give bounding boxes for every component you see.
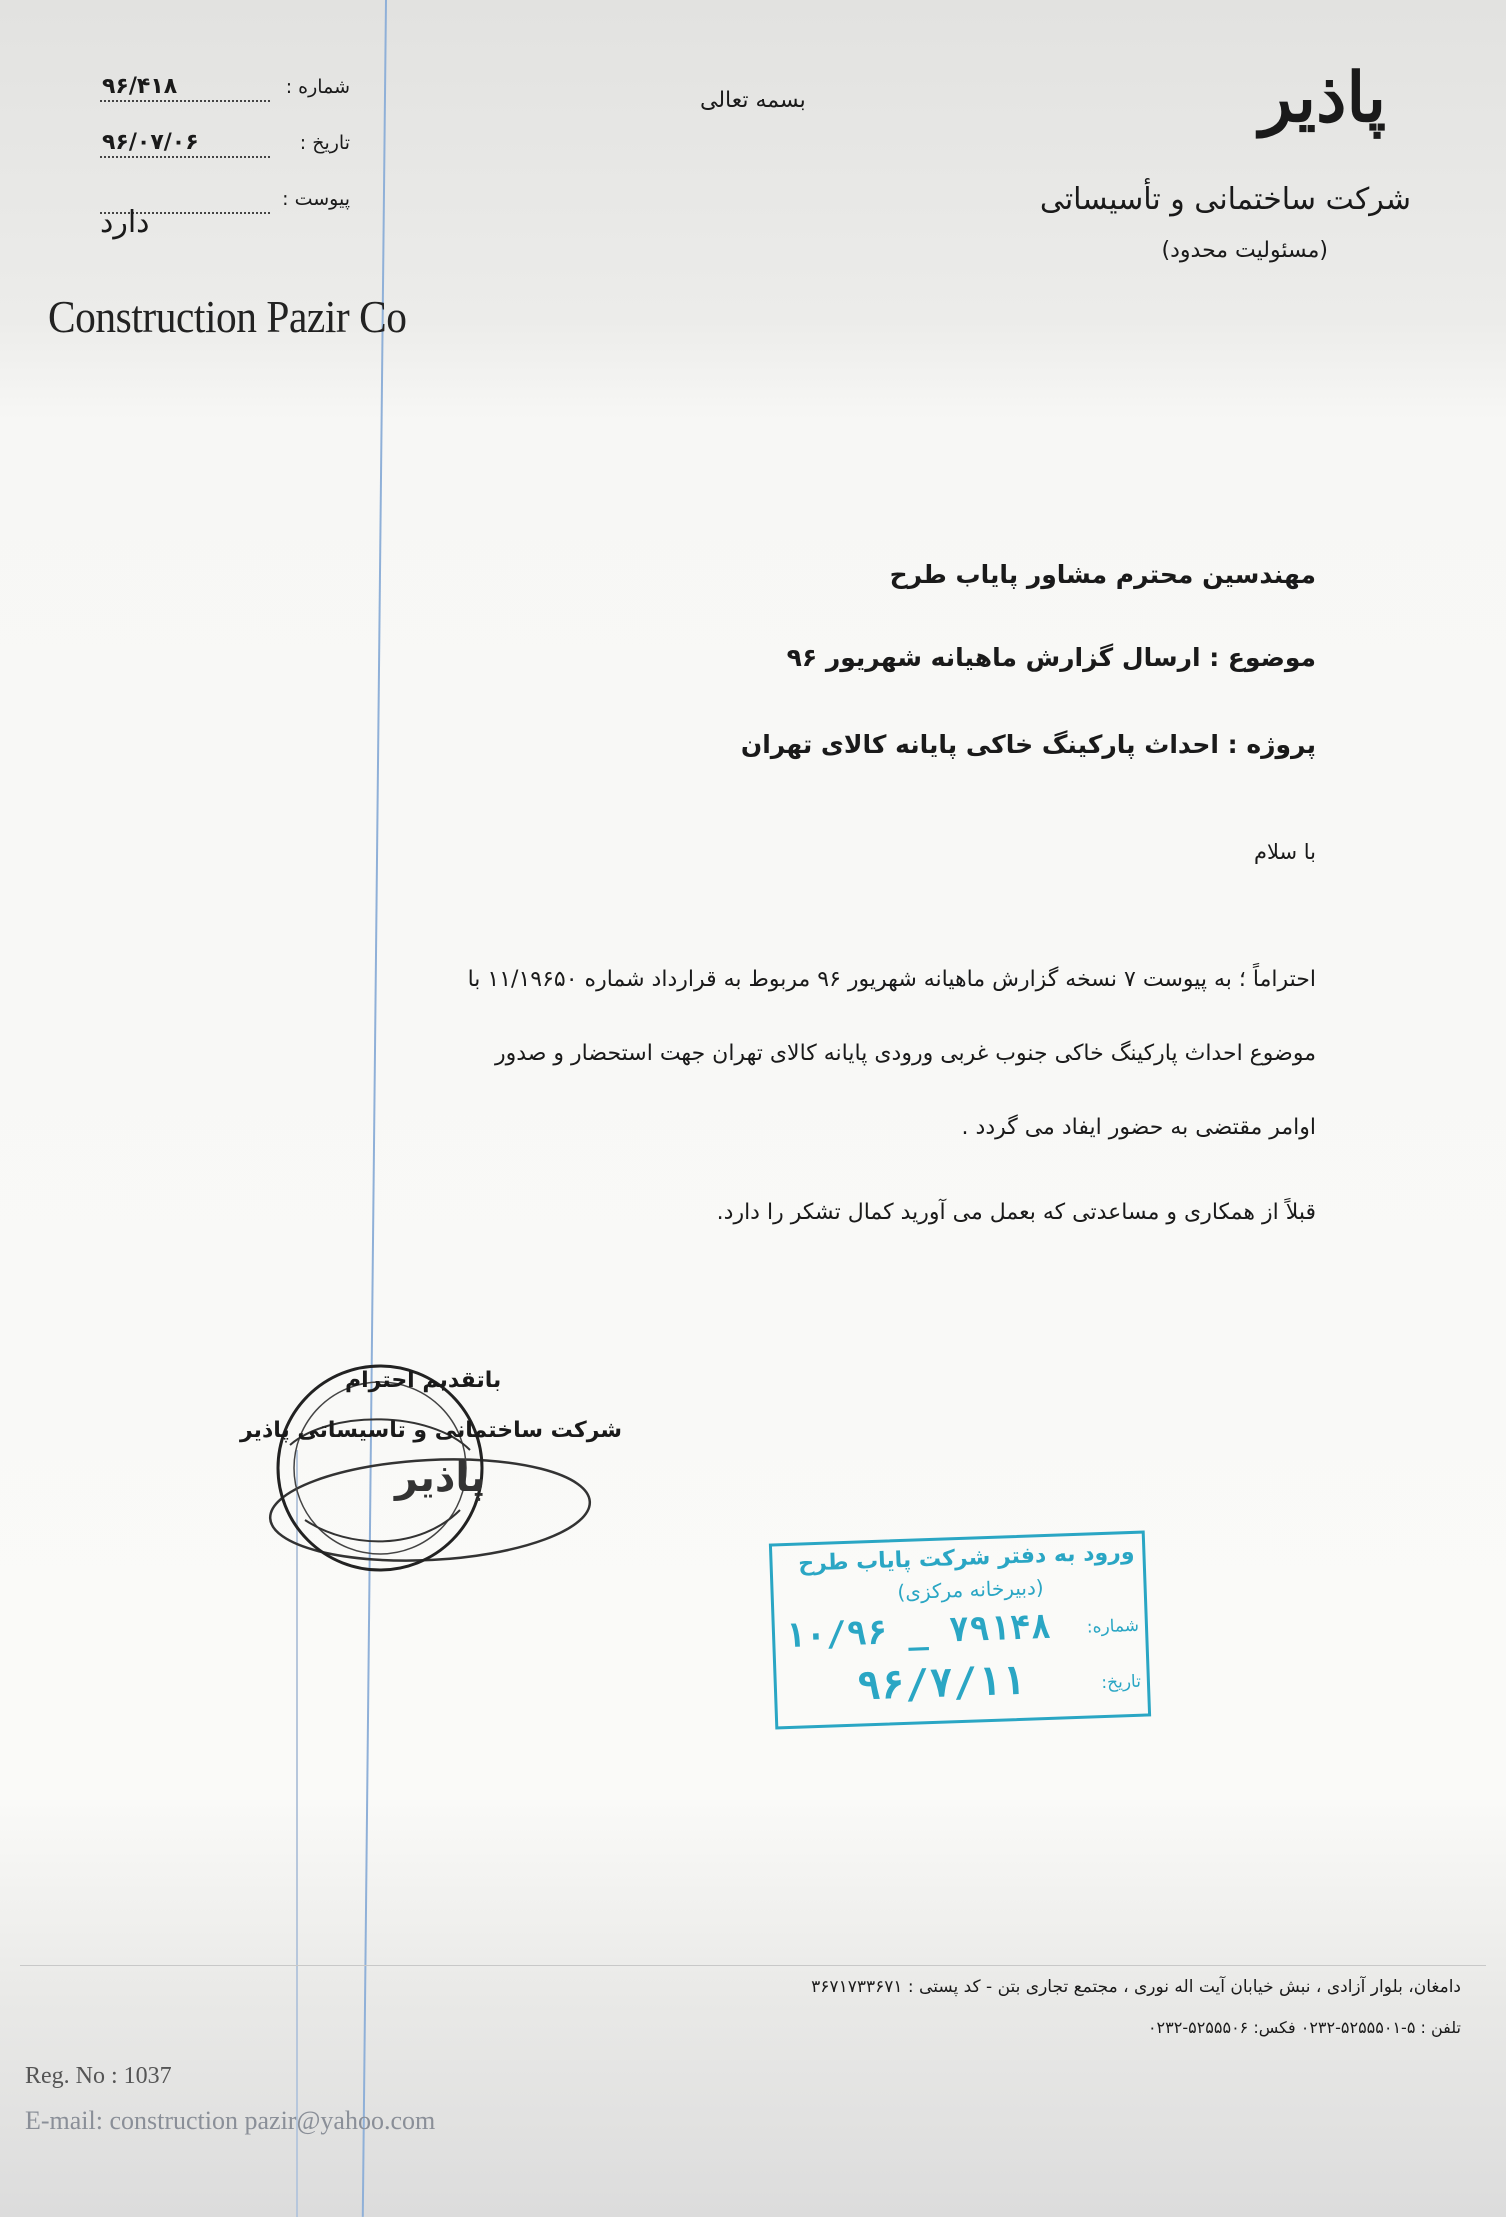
- stamp-date-label: تاریخ:: [1101, 1671, 1142, 1694]
- seal-text: پاذیر: [395, 1455, 486, 1501]
- basmala: بسمه تعالی: [700, 88, 806, 113]
- footer-reg-no: Reg. No : 1037: [25, 2063, 172, 2089]
- company-name-en: Construction Pazir Co: [48, 291, 407, 342]
- attachment-label: پیوست :: [282, 188, 350, 210]
- number-value: ۹۶/۴۱۸: [102, 74, 178, 99]
- company-name-fa: شرکت ساختمانی و تأسیساتی: [1039, 182, 1411, 217]
- stamp-date-value: ۹۶/۷/۱۱: [856, 1657, 1027, 1710]
- stamp-number-value: ۱۰/۹۶ _ ۷۹۱۴۸: [784, 1606, 1052, 1657]
- body-line: احتراماً ؛ به پیوست ۷ نسخه گزارش ماهیانه شهریور ۹۶ مربوط به قرارداد شماره ۱۱/۱۹۶۵۰ با: [467, 967, 1316, 992]
- project: پروژه : احداث پارکینگ خاکی پایانه کالای تهران: [740, 730, 1316, 759]
- stamp-number-label: شماره:: [1086, 1615, 1140, 1638]
- greeting: با سلام: [1253, 840, 1316, 864]
- receipt-stamp: [769, 1530, 1151, 1729]
- body-line: موضوع احداث پارکینگ خاکی جنوب غربی ورودی پایانه کالای تهران جهت استحضار و صدور: [494, 1041, 1316, 1066]
- attachment-value: دارد: [100, 205, 150, 240]
- number-label: شماره :: [285, 76, 350, 98]
- footer-divider: [20, 1965, 1486, 1966]
- subject: موضوع : ارسال گزارش ماهیانه شهریور ۹۶: [786, 643, 1316, 672]
- signature-respect: باتقدیم احترام: [345, 1368, 502, 1393]
- company-type: (مسئولیت محدود): [1161, 238, 1328, 263]
- meta-date: [90, 132, 350, 172]
- recipient: مهندسین محترم مشاور پایاب طرح: [889, 560, 1316, 589]
- brand-logo: پاذیر: [1259, 58, 1386, 138]
- meta-number: [90, 76, 350, 116]
- signature-company: شرکت ساختمانی و تاسیساتی پاذیر: [240, 1418, 623, 1443]
- date-label: تاریخ :: [299, 132, 350, 154]
- footer-phone: تلفن : ۵-۵۲۵۵۵۰۱-۰۲۳۲ فکس: ۵۲۵۵۵۰۶-۰۲۳۲: [1147, 2018, 1461, 2037]
- stamp-title: ورود به دفتر شرکت پایاب طرح: [797, 1539, 1135, 1577]
- footer-email: E-mail: construction pazir@yahoo.com: [25, 2106, 436, 2135]
- date-value: ۹۶/۰۷/۰۶: [102, 130, 199, 155]
- date-dots: [100, 156, 270, 158]
- closing: قبلاً از همکاری و مساعدتی که بعمل می آورید کمال تشکر را دارد.: [716, 1200, 1316, 1225]
- stamp-subtitle: (دبیرخانه مرکزی): [897, 1575, 1044, 1605]
- letter-body: [236, 943, 1316, 1165]
- number-dots: [100, 100, 270, 102]
- body-line: اوامر مقتضی به حضور ایفاد می گردد .: [961, 1115, 1316, 1140]
- footer-address: دامغان، بلوار آزادی ، نبش خیابان آیت اله نوری ، مجتمع تجاری بتن - کد پستی : ۳۶۷۱۷۳۳۶۷۱: [811, 1977, 1461, 1997]
